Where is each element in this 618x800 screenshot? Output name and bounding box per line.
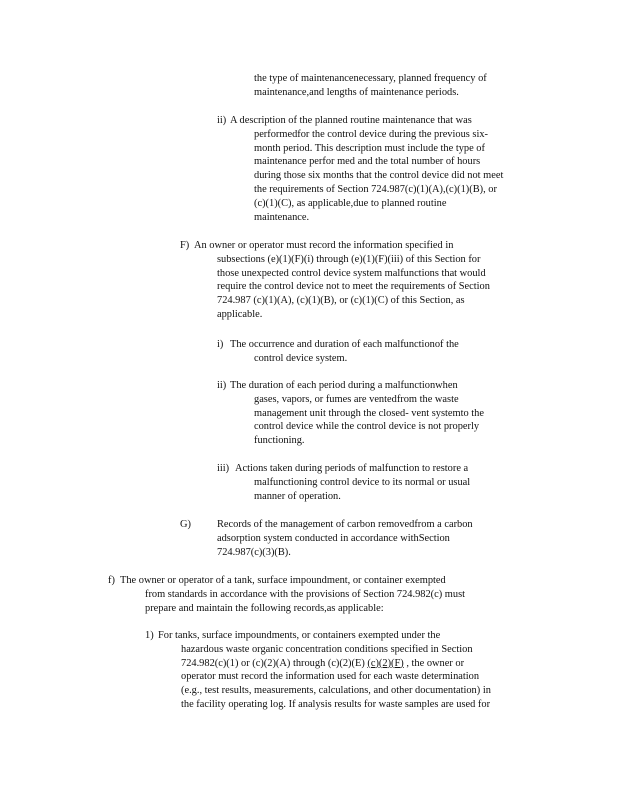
paragraph-f-body	[145, 588, 513, 616]
text-line: management unit through the closed- vent systemto the	[254, 407, 484, 419]
text-line: 724.987(c)(3)(B).	[217, 546, 291, 558]
paragraph-F-first-line	[194, 239, 494, 253]
paragraph-F-ii-first	[230, 379, 480, 393]
text-line: malfunctioning control device to its normal or usual	[254, 476, 471, 488]
text-line: during those six months that the control device did not meet	[254, 170, 504, 182]
paragraph-G	[217, 518, 509, 559]
list-marker: ii)	[217, 115, 227, 126]
text-line: gases, vapors, or fumes are ventedfrom the waste	[254, 393, 459, 405]
continuation-paragraph	[254, 72, 526, 100]
text-line: those unexpected control device system malfunctions that would	[217, 267, 486, 279]
paragraph-F-body	[217, 253, 525, 322]
text-line: control device while the control device is not properly	[254, 421, 480, 433]
text-line: the facility operating log. If analysis results for waste samples are used for	[181, 698, 491, 710]
text-line: For tanks, surface impoundments, or containers exempted under the	[158, 630, 441, 641]
paragraph-ii-description	[230, 114, 536, 128]
text-line: control device system.	[254, 352, 348, 364]
list-marker: f)	[108, 575, 115, 586]
paragraph-F-i-body	[254, 352, 494, 366]
text-line: The occurrence and duration of each malfunctionof the	[230, 339, 459, 350]
list-marker: i)	[217, 339, 224, 350]
paragraph-ii-description-body	[254, 128, 536, 225]
list-marker: 1)	[145, 630, 154, 641]
list-marker: iii)	[217, 463, 230, 474]
text-line: the requirements of Section 724.987(c)(1)(A),(c)(1)(B), or	[254, 183, 497, 195]
text-line: A description of the planned routine maintenance that was	[230, 115, 472, 126]
text-line: performedfor the control device during the previous six-	[254, 128, 489, 140]
paragraph-F-iii-body	[254, 476, 502, 504]
text-line: functioning.	[254, 435, 305, 447]
text-line: hazardous waste organic concentration conditions specified in Section	[181, 643, 473, 655]
text-line: applicable.	[217, 308, 263, 320]
text-line: The owner or operator of a tank, surface impoundment, or container exempted	[120, 575, 446, 586]
text-segment: 724.982(c)(1) or (c)(2)(A) through (c)(2)(E)	[181, 657, 368, 669]
text-line: manner of operation.	[254, 490, 341, 502]
text-line: (c)(1)(C), as applicable,due to planned routine	[254, 197, 447, 209]
paragraph-F-ii-body	[254, 393, 516, 448]
text-line: An owner or operator must record the information specified in	[194, 240, 454, 251]
text-line: 724.987 (c)(1)(A), (c)(1)(B), or (c)(1)(C) of this Section, as	[217, 295, 465, 307]
text-line: Actions taken during periods of malfunction to restore a	[235, 463, 469, 474]
text-line: adsorption system conducted in accordance withSection	[217, 532, 450, 544]
text-line	[181, 657, 541, 671]
text-line: from standards in accordance with the provisions of Section 724.982(c) must	[145, 588, 466, 600]
list-marker: G)	[180, 519, 191, 530]
text-segment: , the owner or	[403, 657, 465, 669]
paragraph-f1-body	[181, 643, 541, 712]
paragraph-F-iii-first	[235, 462, 505, 476]
text-line: (e.g., test results, measurements, calculations, and other documentation) in	[181, 685, 491, 697]
text-line: prepare and maintain the following records,as applicable:	[145, 602, 384, 614]
list-marker: F)	[180, 240, 190, 251]
text-line: month period. This description must include the type of	[254, 142, 485, 154]
text-line: the type of maintenancenecessary, planned frequency of	[254, 73, 487, 84]
text-line: The duration of each period during a malfunctionwhen	[230, 380, 458, 391]
text-line: operator must record the information used for each waste determination	[181, 671, 480, 683]
text-line: maintenance perfor med and the total number of hours	[254, 156, 481, 168]
list-marker: ii)	[217, 380, 227, 391]
paragraph-f1-first	[158, 629, 486, 643]
text-line: subsections (e)(1)(F)(i) through (e)(1)(F)(iii) of this Section for	[217, 253, 481, 265]
text-line: maintenance,and lengths of maintenance periods.	[254, 86, 459, 98]
paragraph-f-first	[120, 574, 490, 588]
underlined-amendment: (c)(2)(F)	[367, 657, 404, 669]
text-line: maintenance.	[254, 211, 310, 223]
text-line: require the control device not to meet the requirements of Section	[217, 281, 490, 293]
paragraph-F-i-first	[230, 338, 492, 352]
text-line: Records of the management of carbon removedfrom a carbon	[217, 519, 473, 530]
